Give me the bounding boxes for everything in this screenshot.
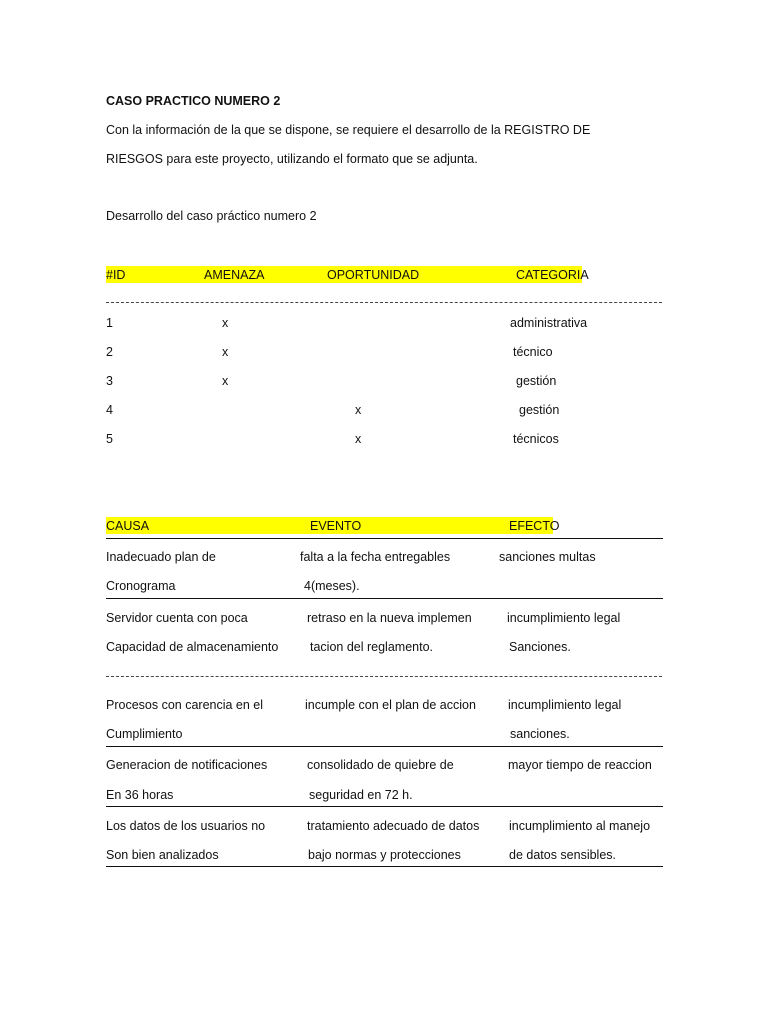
risk-row-category: técnico — [513, 345, 553, 359]
intro-line-2: RIESGOS para este proyecto, utilizando el formato que se adjunta. — [106, 152, 478, 166]
cause-text-line-2: Capacidad de almacenamiento — [106, 640, 279, 654]
section-subtitle: Desarrollo del caso práctico numero 2 — [106, 209, 317, 223]
document-title: CASO PRACTICO NUMERO 2 — [106, 94, 281, 108]
effect-text-line-1: incumplimiento legal — [507, 611, 621, 625]
cause-row-dashed-divider — [106, 676, 662, 677]
cause-header-cause: CAUSA — [106, 519, 150, 533]
cause-row-rule — [106, 746, 663, 747]
cause-text-line-1: Los datos de los usuarios no — [106, 819, 266, 833]
cause-text-line-2: Cronograma — [106, 579, 176, 593]
risk-header-divider — [106, 302, 662, 303]
effect-text-line-2: de datos sensibles. — [509, 848, 617, 862]
event-text-line-1: falta a la fecha entregables — [300, 550, 451, 564]
risk-row-opportunity-mark: x — [355, 432, 362, 446]
risk-row-id: 3 — [106, 374, 113, 388]
risk-row-id: 2 — [106, 345, 113, 359]
cause-text-line-2: Cumplimiento — [106, 727, 183, 741]
effect-text-line-1: sanciones multas — [499, 550, 596, 564]
cause-header-effect: EFECTO — [509, 519, 560, 533]
event-text-line-1: incumple con el plan de accion — [305, 698, 476, 712]
event-text-line-2: seguridad en 72 h. — [309, 788, 413, 802]
effect-text-line-1: incumplimiento al manejo — [509, 819, 651, 833]
cause-text-line-2: En 36 horas — [106, 788, 174, 802]
effect-text-line-2: sanciones. — [510, 727, 570, 741]
risk-row-threat-mark: x — [222, 374, 229, 388]
risk-header-category: CATEGORIA — [516, 268, 589, 282]
cause-row-rule — [106, 806, 663, 807]
cause-text-line-1: Procesos con carencia en el — [106, 698, 264, 712]
risk-row-opportunity-mark: x — [355, 403, 362, 417]
event-text-line-1: tratamiento adecuado de datos — [307, 819, 480, 833]
risk-row-id: 5 — [106, 432, 113, 446]
effect-text-line-2: Sanciones. — [509, 640, 571, 654]
effect-text-line-1: incumplimiento legal — [508, 698, 622, 712]
cause-header-rule — [106, 538, 663, 539]
risk-row-category: gestión — [519, 403, 560, 417]
risk-row-id: 4 — [106, 403, 113, 417]
event-text-line-1: consolidado de quiebre de — [307, 758, 454, 772]
cause-text-line-2: Son bien analizados — [106, 848, 219, 862]
risk-header-id: #ID — [106, 268, 126, 282]
cause-text-line-1: Servidor cuenta con poca — [106, 611, 248, 625]
risk-row-category: administrativa — [510, 316, 588, 330]
event-text-line-2: bajo normas y protecciones — [308, 848, 461, 862]
cause-table-bottom-rule — [106, 866, 663, 867]
event-text-line-2: tacion del reglamento. — [310, 640, 433, 654]
risk-row-category: gestión — [516, 374, 557, 388]
risk-row-threat-mark: x — [222, 345, 229, 359]
risk-row-category: técnicos — [513, 432, 559, 446]
risk-row-threat-mark: x — [222, 316, 229, 330]
cause-text-line-1: Inadecuado plan de — [106, 550, 216, 564]
event-text-line-2: 4(meses). — [304, 579, 360, 593]
effect-text-line-1: mayor tiempo de reaccion — [508, 758, 652, 772]
cause-row-rule — [106, 598, 663, 599]
cause-text-line-1: Generacion de notificaciones — [106, 758, 268, 772]
risk-row-id: 1 — [106, 316, 113, 330]
risk-header-opportunity: OPORTUNIDAD — [327, 268, 420, 282]
cause-header-event: EVENTO — [310, 519, 362, 533]
risk-header-threat: AMENAZA — [204, 268, 265, 282]
intro-line-1: Con la información de la que se dispone, se requiere el desarrollo de la REGISTRO DE — [106, 123, 591, 137]
event-text-line-1: retraso en la nueva implemen — [307, 611, 472, 625]
